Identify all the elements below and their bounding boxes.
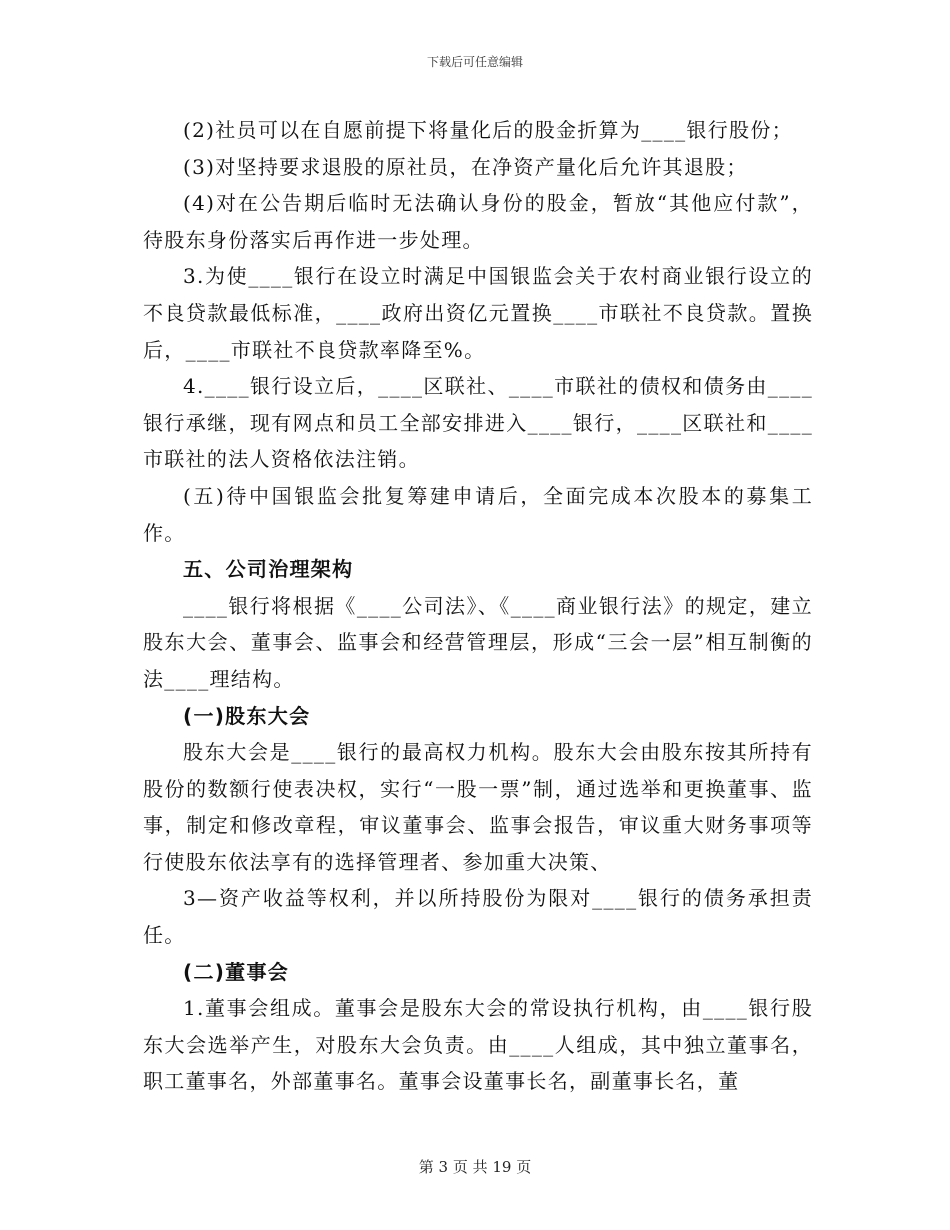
paragraph-shareholders-meeting: 股东大会是____银行的最高权力机构。股东大会由股东按其所持有股份的数额行使表决权，实行“一股一票”制，通过选举和更换董事、监事，制定和修改章程，审议董事会、监事会报告，审议重大财务事项等行使股东依法享有的选择管理者、参加重大决策、 bbox=[143, 740, 813, 874]
paragraph-governance-intro: ____银行将根据《____公司法》、《____商业银行法》的规定，建立股东大会、董事会、监事会和经营管理层，形成“三会一层”相互制衡的法____理结构。 bbox=[143, 593, 813, 691]
page-header: 下载后可任意编辑 bbox=[426, 55, 523, 69]
document-body bbox=[143, 112, 813, 1100]
subheading-shareholders-meeting: (一)股东大会 bbox=[183, 703, 311, 728]
paragraph-section-3: 3.为使____银行在设立时满足中国银监会关于农村商业银行设立的不良贷款最低标准，____政府出资亿元置换____市联社不良贷款。置换后，____市联社不良贷款率降至%。 bbox=[143, 264, 813, 362]
paragraph-item-five: (五)待中国银监会批复筹建申请后，全面完成本次股本的募集工作。 bbox=[143, 483, 813, 545]
paragraph-item-2: (2)社员可以在自愿前提下将量化后的股金折算为____银行股份； bbox=[183, 118, 793, 142]
page-footer: 第 3 页 共 19 页 bbox=[418, 1158, 532, 1176]
paragraph-section-4: 4.____银行设立后，____区联社、____市联社的债权和债务由____银行承继，现有网点和员工全部安排进入____银行，____区联社和____市联社的法人资格依法注销。 bbox=[143, 374, 813, 472]
paragraph-item-3: (3)对坚持要求退股的原社员，在净资产量化后允许其退股； bbox=[183, 154, 748, 179]
subheading-board: (二)董事会 bbox=[183, 959, 290, 984]
paragraph-board-composition: 1.董事会组成。董事会是股东大会的常设执行机构，由____银行股东大会选举产生，对股东大会负责。由____人组成，其中独立董事名，职工董事名，外部董事名。董事会设董事长名，副董事长名，董 bbox=[143, 996, 813, 1094]
paragraph-shareholders-continued: 3—资产收益等权利，并以所持股份为限对____银行的债务承担责任。 bbox=[143, 886, 813, 948]
paragraph-item-4: (4)对在公告期后临时无法确认身份的股金，暂放“其他应付款”，待股东身份落实后再作进一步处理。 bbox=[143, 191, 813, 252]
section-heading-governance: 五、公司治理架构 bbox=[183, 557, 354, 582]
